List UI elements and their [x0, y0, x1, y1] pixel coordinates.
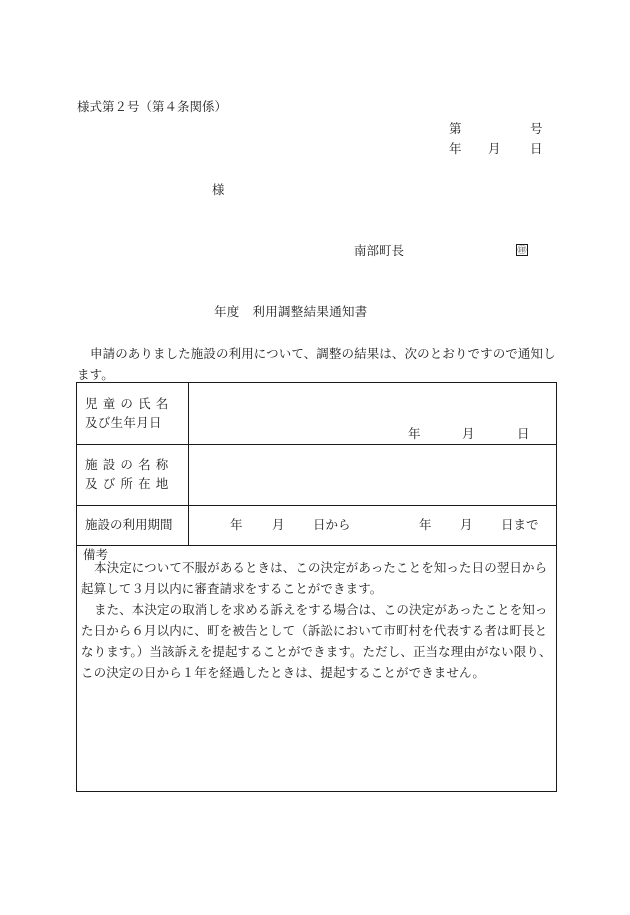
- row-divider: [77, 545, 556, 546]
- issuer-name: 南部町長: [354, 243, 405, 258]
- remarks-paragraph-appeal: 本決定について不服があるときは、この決定があったことを知った日の翌日から起算して３月以内に審査請求をすることができます。: [81, 560, 548, 596]
- period-to-day[interactable]: 日まで: [501, 517, 539, 532]
- remarks-label: 備考: [83, 547, 109, 562]
- birth-year-field[interactable]: 年: [408, 426, 421, 441]
- form-number-label: 様式第２号（第４条関係）: [77, 99, 228, 114]
- row-divider: [77, 444, 556, 445]
- child-name-label: 児童の氏名: [85, 396, 174, 411]
- row-divider: [77, 505, 556, 506]
- document-title: 年度 利用調整結果通知書: [214, 304, 368, 319]
- issue-date-month: 月: [488, 141, 501, 156]
- remarks-paragraph-lawsuit: また、本決定の取消しを求める訴えをする場合は、この決定があったことを知った日から６月以内に、町を被告として（訴訟において市町村を代表する者は町長となります。）当該訴えを提起することができます。ただし、正当な理由がない限り、この決定の日から１年を経過したときは、提起することができません。: [81, 602, 552, 680]
- birth-day-field[interactable]: 日: [517, 426, 530, 441]
- birth-month-field[interactable]: 月: [462, 426, 475, 441]
- addressee-honorific: 様: [212, 182, 225, 197]
- result-form-table: [76, 382, 557, 792]
- issue-date-day: 日: [530, 141, 543, 156]
- child-birthdate-label: 及び生年月日: [85, 415, 162, 430]
- column-divider: [188, 383, 189, 545]
- issue-date-year: 年: [449, 141, 462, 156]
- intro-paragraph: 申請のありました施設の利用について、調整の結果は、次のとおりですので通知します。: [77, 346, 556, 382]
- remarks-body: [77, 557, 552, 683]
- period-to-month[interactable]: 月: [460, 517, 473, 532]
- period-from-day[interactable]: 日から: [313, 517, 351, 532]
- facility-address-label: 及び所在地: [85, 476, 174, 491]
- usage-period-label: 施設の利用期間: [85, 517, 173, 532]
- facility-name-label: 施設の名称: [85, 457, 174, 472]
- seal-icon: ㊞: [517, 246, 527, 256]
- period-to-year[interactable]: 年: [419, 517, 432, 532]
- document-number-suffix: 号: [530, 121, 543, 136]
- document-number-prefix: 第: [449, 121, 462, 136]
- period-from-year[interactable]: 年: [230, 517, 243, 532]
- period-from-month[interactable]: 月: [272, 517, 285, 532]
